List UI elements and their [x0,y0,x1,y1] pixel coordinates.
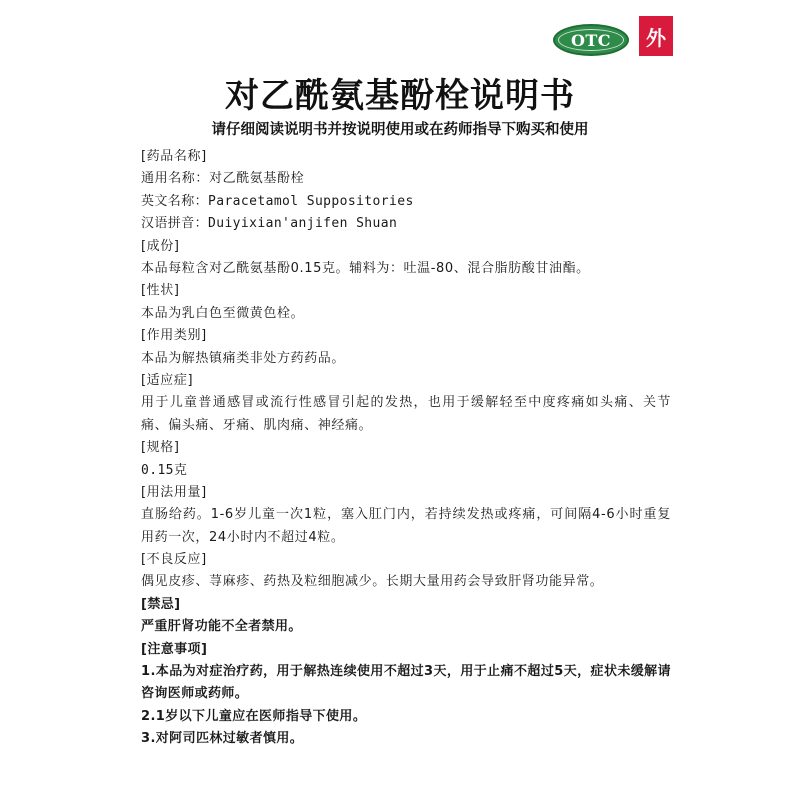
section-heading-category: [作用类别] [141,328,207,344]
section-heading-ingredients: [成份] [141,238,180,254]
section-heading-precautions: [注意事项] [141,641,208,657]
spec-text: 0.15克 [141,462,188,478]
section-heading-appearance: [性状] [141,283,180,299]
section-heading-spec: [规格] [141,440,180,456]
appearance-text: 本品为乳白色至微黄色栓。 [141,305,305,321]
otc-label: OTC [570,30,612,50]
dosage-text: 直肠给药。1-6岁儿童一次1粒，塞入肛门内，若持续发热或疼痛，可间隔4-6小时重复用药一次，24小时内不超过4粒。 [141,507,671,545]
category-text: 本品为解热镇痛类非处方药药品。 [141,350,346,366]
section-heading-indications: [适应症] [141,372,194,388]
section-heading-contraindications: [禁忌] [141,596,181,612]
section-heading-name: [药品名称] [141,149,207,164]
precaution-item: 1.本品为对症治疗药，用于解热连续使用不超过3天，用于止痛不超过5天，症状未缓解请咨询医师或药师。 [141,664,671,702]
section-heading-dosage: [用法用量] [141,484,207,500]
adverse-text: 偶见皮疹、荨麻疹、药热及粒细胞减少。长期大量用药会导致肝肾功能异常。 [141,574,604,590]
external-use-label: 外 [646,25,666,50]
english-name: 英文名称：Paracetamol Suppositories [141,193,414,209]
precaution-item: 2.1岁以下儿童应在医师指导下使用。 [141,708,367,724]
precaution-item: 3.对阿司匹林过敏者慎用。 [141,731,304,747]
external-use-badge [639,16,673,56]
document-title: 对乙酰氨基酚栓说明书 [225,76,575,116]
contraindications-text: 严重肝肾功能不全者禁用。 [141,619,302,635]
ingredients-text: 本品每粒含对乙酰氨基酚0.15克。辅料为：吐温-80、混合脂肪酸甘油酯。 [141,260,590,276]
document-subtitle: 请仔细阅读说明书并按说明使用或在药师指导下购买和使用 [211,122,589,138]
otc-badge [553,24,629,56]
generic-name: 通用名称：对乙酰氨基酚栓 [141,171,305,187]
pinyin-name: 汉语拼音：Duiyixian'anjifen Shuan [141,216,398,232]
leaflet-body [141,146,671,751]
section-heading-adverse: [不良反应] [141,552,207,568]
indications-text: 用于儿童普通感冒或流行性感冒引起的发热，也用于缓解轻至中度疼痛如头痛、关节痛、偏头痛、牙痛、肌肉痛、神经痛。 [141,395,671,433]
